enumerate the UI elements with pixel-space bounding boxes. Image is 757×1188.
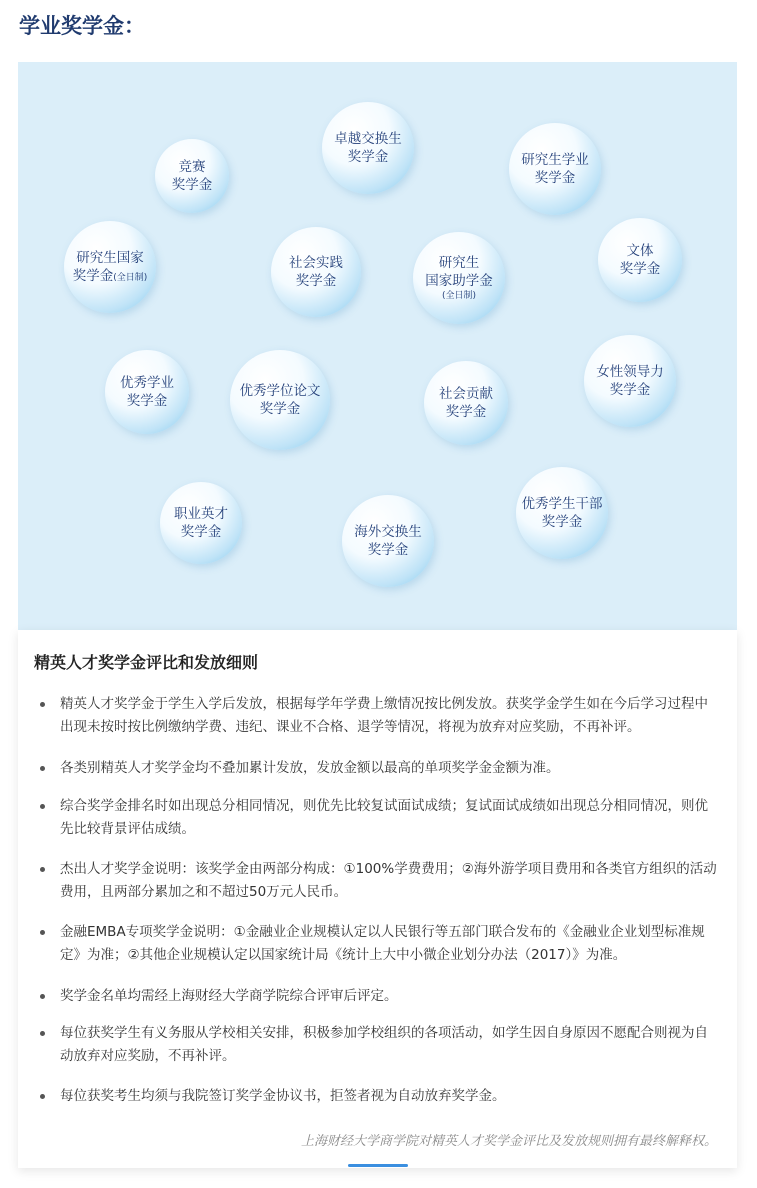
rule-item: 各类别精英人才奖学金均不叠加累计发放，发放金额以最高的单项奖学金金额为准。 xyxy=(40,757,720,780)
bubble-overseas-exchange-scholarship: 海外交换生 奖学金 xyxy=(342,495,434,587)
rule-item: 精英人才奖学金于学生入学后发放，根据每学年学费上缴情况按比例发放。获奖学金学生如在今后学习过程中出现未按时按比例缴纳学费、违纪、课业不合格、退学等情况，将视为放弃对应奖励，不再补评。 xyxy=(40,693,720,739)
bullet-icon xyxy=(40,766,45,771)
bubble-social-contribution-scholarship: 社会贡献 奖学金 xyxy=(424,361,508,445)
bullet-icon xyxy=(40,1094,45,1099)
bubble-outstanding-academic-scholarship: 优秀学业 奖学金 xyxy=(105,350,189,434)
bullet-icon xyxy=(40,1031,45,1036)
section-title: 学业奖学金： xyxy=(19,14,145,38)
bullet-icon xyxy=(40,702,45,707)
bullet-icon xyxy=(40,867,45,872)
rules-title: 精英人才奖学金评比和发放细则 xyxy=(34,653,259,672)
rule-item: 综合奖学金排名时如出现总分相同情况，则优先比较复试面试成绩；复试面试成绩如出现总分相同情况，则优先比较背景评估成绩。 xyxy=(40,795,720,841)
scroll-indicator xyxy=(348,1164,408,1167)
bubble-career-talent-scholarship: 职业英才 奖学金 xyxy=(160,482,242,564)
rule-item: 奖学金名单均需经上海财经大学商学院综合评审后评定。 xyxy=(40,985,720,1008)
rule-item: 金融EMBA专项奖学金说明：①金融业企业规模认定以人民银行等五部门联合发布的《金融业企业划型标准规定》为准；②其他企业规模认定以国家统计局《统计上大中小微企业划分办法（2017）》为准。 xyxy=(40,921,720,967)
rule-item: 每位获奖考生均须与我院签订奖学金协议书，拒签者视为自动放弃奖学金。 xyxy=(40,1085,720,1108)
bubble-national-scholarship: 研究生国家 奖学金(全日制) xyxy=(64,221,156,313)
bullet-icon xyxy=(40,804,45,809)
bullet-icon xyxy=(40,994,45,999)
bubble-excellent-exchange-scholarship: 卓越交换生 奖学金 xyxy=(322,102,414,194)
rule-item: 杰出人才奖学金说明：该奖学金由两部分构成：①100%学费费用；②海外游学项目费用和各类官方组织的活动费用，且两部分累加之和不超过50万元人民币。 xyxy=(40,858,720,904)
rule-item: 每位获奖学生有义务服从学校相关安排，积极参加学校组织的各项活动，如学生因自身原因不愿配合则视为自动放弃对应奖励，不再补评。 xyxy=(40,1022,720,1068)
rules-footer-note: 上海财经大学商学院对精英人才奖学金评比及发放规则拥有最终解释权。 xyxy=(300,1134,717,1149)
bubble-national-grant: 研究生 国家助学金 (全日制) xyxy=(413,232,505,324)
bubble-social-practice-scholarship: 社会实践 奖学金 xyxy=(271,227,361,317)
bubble-culture-sports-scholarship: 文体 奖学金 xyxy=(598,218,682,302)
bubble-female-leadership-scholarship: 女性领导力 奖学金 xyxy=(584,335,676,427)
bubble-student-cadre-scholarship: 优秀学生干部 奖学金 xyxy=(516,467,608,559)
bubble-competition-scholarship: 竞赛 奖学金 xyxy=(155,139,229,213)
bubble-postgraduate-academic-scholarship: 研究生学业 奖学金 xyxy=(509,123,601,215)
rules-card xyxy=(18,630,737,1168)
bubble-thesis-scholarship: 优秀学位论文 奖学金 xyxy=(230,350,330,450)
scholarship-bubble-diagram xyxy=(18,62,737,630)
bullet-icon xyxy=(40,930,45,935)
